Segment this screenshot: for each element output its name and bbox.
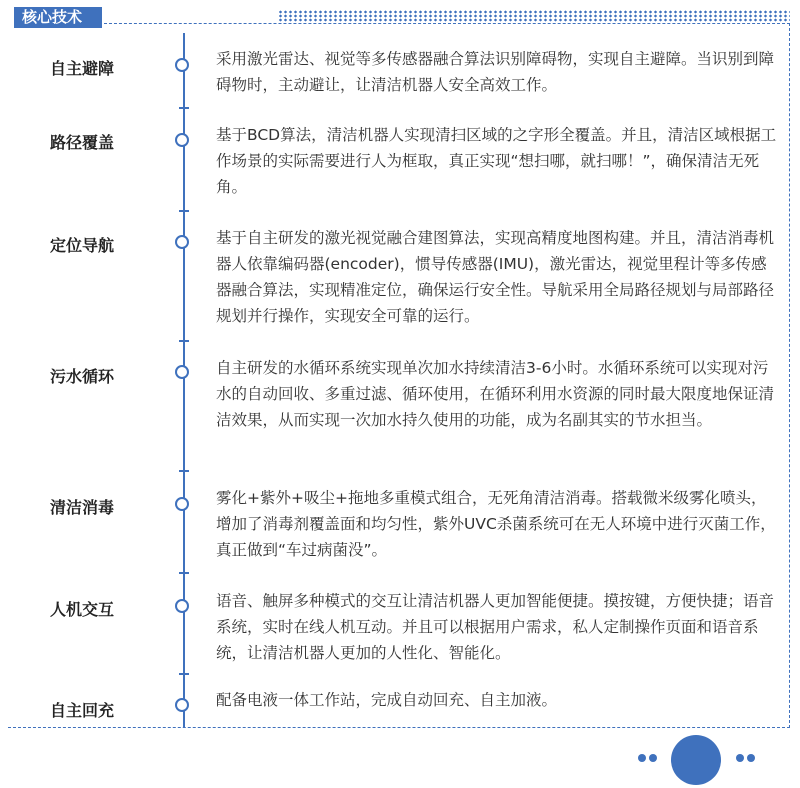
item-description: 自主研发的水循环系统实现单次加水持续清洁3-6小时。水循环系统可以实现对污水的自动回收、多重过滤、循环使用，在循环利用水资源的同时最大限度地保证清洁效果，从而实现一次加水持久使用的功能，成为名副其实的节水担当。 bbox=[216, 359, 775, 429]
item-label: 人机交互 bbox=[50, 600, 115, 619]
timeline-node-icon bbox=[175, 497, 189, 511]
timeline-node-icon bbox=[175, 235, 189, 249]
item-label: 自主避障 bbox=[50, 59, 115, 78]
frame-bottom-border bbox=[8, 727, 790, 728]
item-description: 语音、触屏多种模式的交互让清洁机器人更加智能便捷。摸按键，方便快捷；语音系统，实时在线人机互动。并且可以根据用户需求，私人定制操作页面和语音系统，让清洁机器人更加的人性化、智能化。 bbox=[216, 592, 775, 662]
header-dot-pattern bbox=[278, 10, 790, 22]
timeline-tick bbox=[179, 470, 189, 472]
item-description: 采用激光雷达、视觉等多传感器融合算法识别障碍物，实现自主避障。当识别到障碍物时，主动避让，让清洁机器人安全高效工作。 bbox=[216, 50, 775, 94]
footer-circle-decoration bbox=[671, 735, 721, 785]
timeline-tick bbox=[179, 210, 189, 212]
item-description: 配备电液一体工作站，完成自动回充、自主加液。 bbox=[216, 691, 558, 709]
timeline-node-icon bbox=[175, 58, 189, 72]
item-label: 定位导航 bbox=[50, 236, 115, 255]
item-description: 基于自主研发的激光视觉融合建图算法，实现高精度地图构建。并且，清洁消毒机器人依靠编码器(encoder)，惯导传感器(IMU)，激光雷达，视觉里程计等多传感器融合算法，实现精准定位，确保运行安全性。导航采用全局路径规划与局部路径规划并行操作，实现安全可靠的运行。 bbox=[216, 229, 775, 325]
footer-dot bbox=[638, 754, 646, 762]
footer-dot bbox=[649, 754, 657, 762]
timeline-tick bbox=[179, 107, 189, 109]
item-label: 污水循环 bbox=[50, 367, 115, 386]
frame-top-border bbox=[104, 23, 790, 24]
frame-right-border bbox=[789, 23, 790, 728]
footer-dot bbox=[736, 754, 744, 762]
timeline-tick bbox=[179, 340, 189, 342]
item-description: 雾化+紫外+吸尘+拖地多重模式组合，无死角清洁消毒。搭载微米级雾化喷头，增加了消毒剂覆盖面和均匀性，紫外UVC杀菌系统可在无人环境中进行灭菌工作，真正做到“车过病菌没”。 bbox=[216, 489, 776, 559]
timeline-node-icon bbox=[175, 365, 189, 379]
timeline-node-icon bbox=[175, 698, 189, 712]
item-description: 基于BCD算法，清洁机器人实现清扫区域的之字形全覆盖。并且，清洁区域根据工作场景的实际需要进行人为框取，真正实现“想扫哪，就扫哪！”，确保清洁无死角。 bbox=[216, 126, 777, 196]
footer-dot bbox=[747, 754, 755, 762]
timeline-tick bbox=[179, 572, 189, 574]
timeline-node-icon bbox=[175, 133, 189, 147]
item-label: 清洁消毒 bbox=[50, 498, 115, 517]
timeline-node-icon bbox=[175, 599, 189, 613]
timeline-tick bbox=[179, 673, 189, 675]
item-label: 路径覆盖 bbox=[50, 133, 115, 152]
item-label: 自主回充 bbox=[50, 701, 115, 720]
section-title-badge: 核心技术 bbox=[14, 7, 102, 28]
